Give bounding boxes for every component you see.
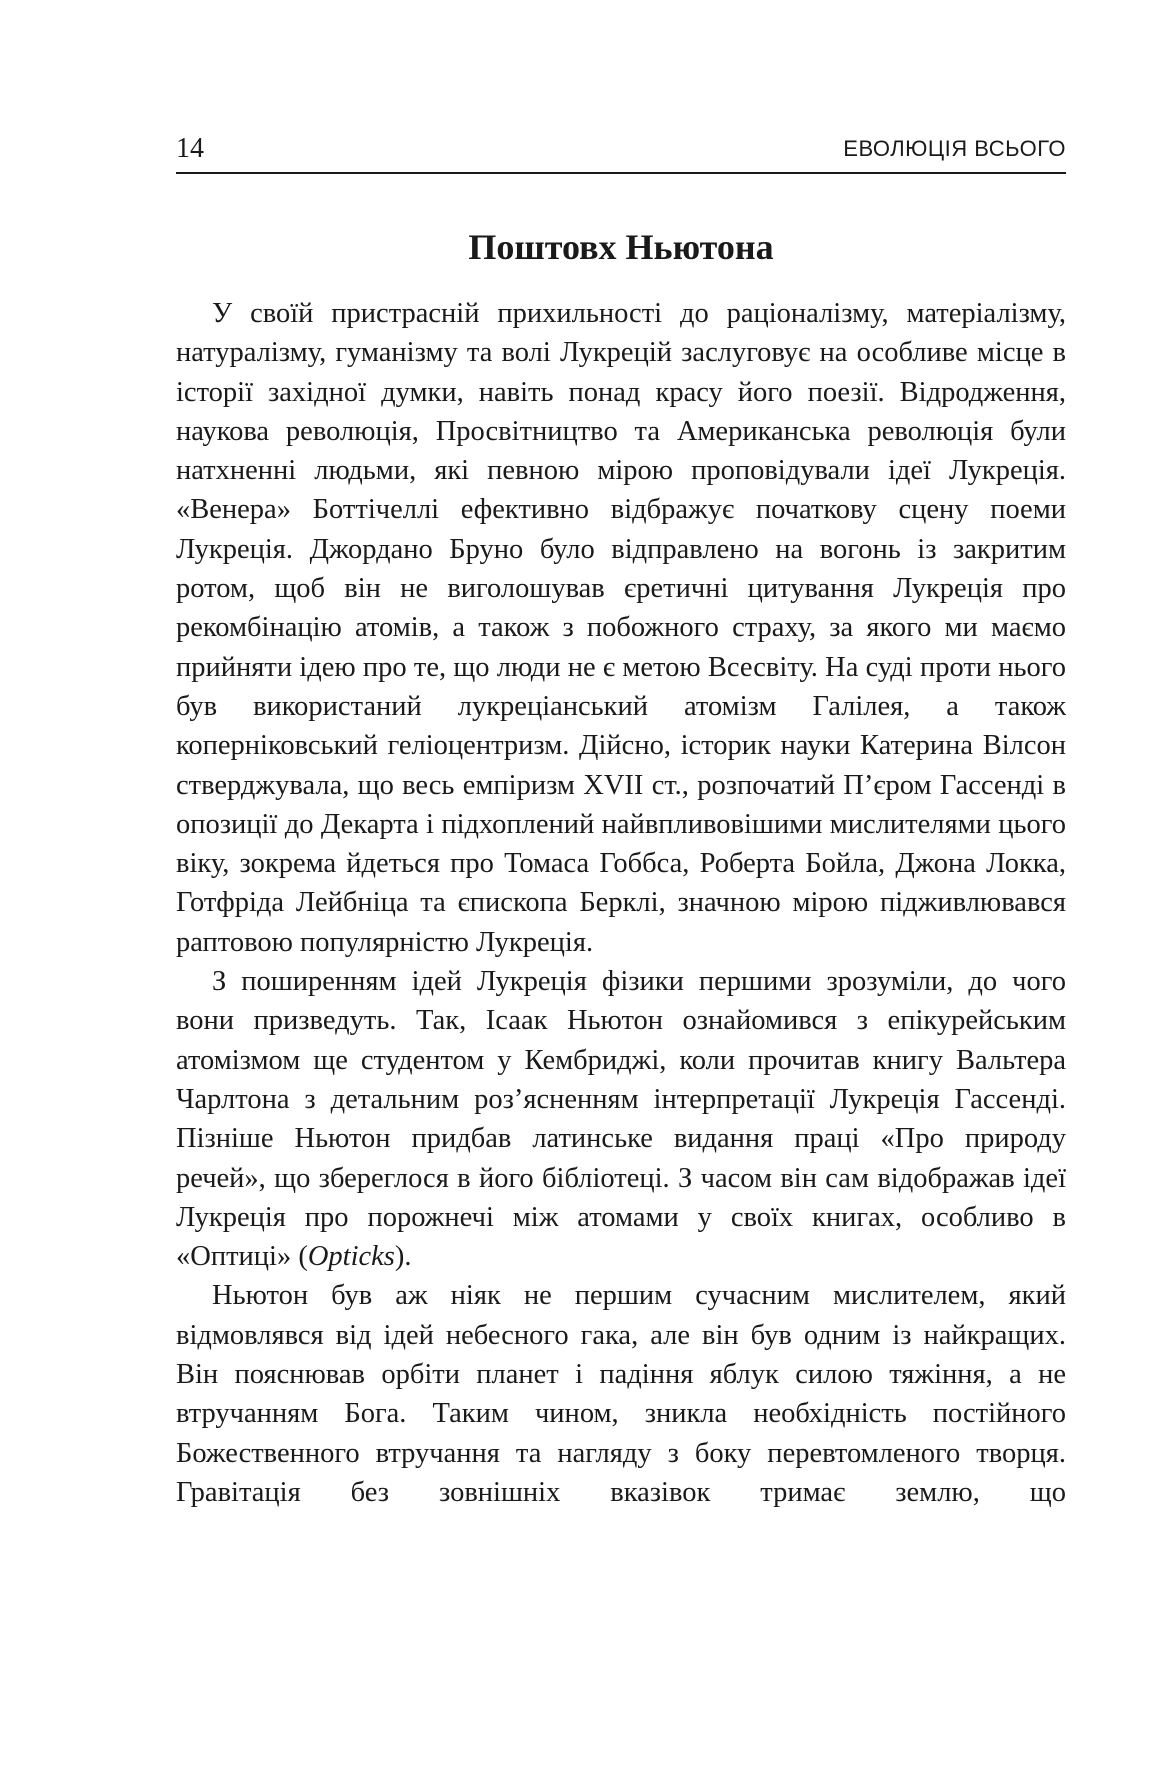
running-title: ЕВОЛЮЦІЯ ВСЬОГО bbox=[843, 136, 1066, 161]
body-text bbox=[176, 294, 1066, 1512]
paragraph-2 bbox=[176, 962, 1066, 1276]
page-number: 14 bbox=[176, 133, 204, 164]
page-header bbox=[176, 126, 1066, 174]
paragraph-2-text: З поширенням ідей Лукреція фізики першими зрозуміли, до чого вони призведуть. Так, Ісаак Ньютон ознайомився з епікурейським атомізмом ще студентом у Кембриджі, коли прочитав книгу Вальтера Чарлтона з детальним роз’ясненням інтерпретації Лукреція Гассенді. Пізніше Ньютон придбав латинське видання праці «Про природу речей», що збереглося в його бібліотеці. З часом він сам відображав ідеї Лукреція про порожнечі між атомами у своїх книгах, особливо в «Оптиці» ( bbox=[176, 966, 1066, 1273]
paragraph-3: Ньютон був аж ніяк не першим сучасним мислителем, який відмовлявся від ідей небесного гака, але він був одним із найкращих. Він пояснював орбіти планет і падіння яблук силою тяжіння, а не втручанням Бога. Таким чином, зникла необхідність постійного Божественного втручання та нагляду з боку перевтомленого творця. Гравітація без зовнішніх вказівок тримає землю, що bbox=[176, 1280, 1066, 1508]
book-title-opticks: Opticks bbox=[307, 1241, 395, 1273]
section-title: Поштовх Ньютона bbox=[468, 227, 774, 267]
paragraph-1: У своїй пристрасній прихильності до раціоналізму, матеріалізму, натуралізму, гуманізму та волі Лукрецій заслуговує на особливе місце в історії західної думки, навіть понад красу його поезії. Відродження, наукова революція, Просвітництво та Американська революція були натхненні людьми, які певною мірою проповідували ідеї Лукреція. «Венера» Боттічеллі ефективно відбражує початкову сцену поеми Лукреція. Джордано Бруно було відправлено на вогонь із закритим ротом, щоб він не виголошував єретичні цитування Лукреція про рекомбінацію атомів, а також з побожного страху, за якого ми маємо прийняти ідею про те, що люди не є метою Всесвіту. На суді проти нього був використаний лукреціанський атомізм Галілея, а також коперніковський геліоцентризм. Дійсно, історик науки Катерина Вілсон стверджувала, що весь емпіризм XVII ст., розпочатий П’єром Гассенді в опозиції до Декарта і підхоплений найвпливовішими мислителями цього віку, зокрема йдеться про Томаса Гоббса, Роберта Бойла, Джона Локка, Готфріда Лейбніца та єпископа Берклі, значною мірою підживлювався раптовою популярністю Лукреція. bbox=[176, 298, 1066, 958]
paragraph-2-end: ). bbox=[394, 1241, 412, 1273]
